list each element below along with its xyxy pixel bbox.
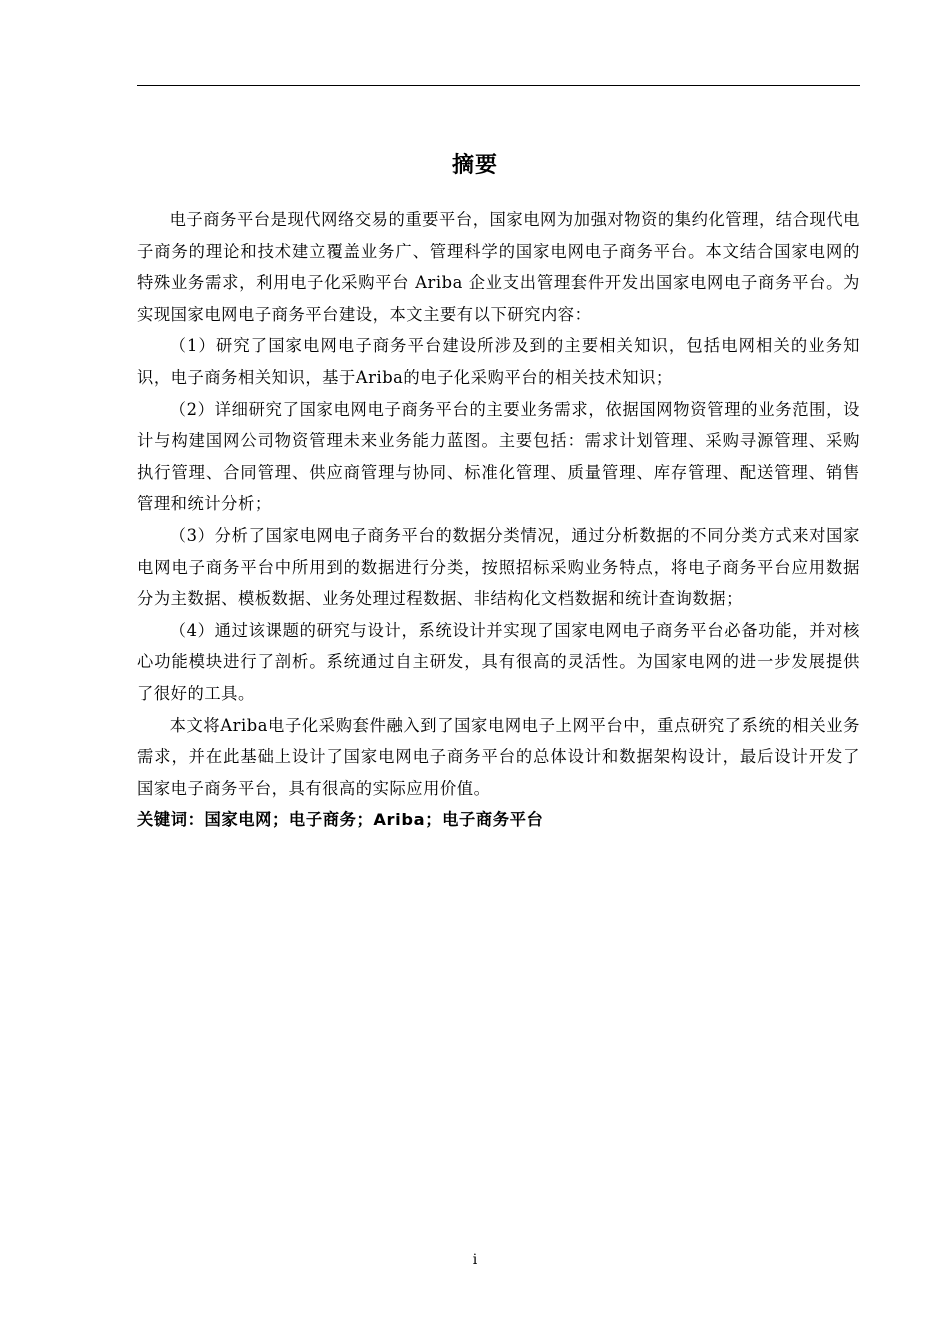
abstract-paragraph-conclusion: 本文将Ariba电子化采购套件融入到了国家电网电子上网平台中，重点研究了系统的相关业务需求，并在此基础上设计了国家电网电子商务平台的总体设计和数据架构设计，最后设计开发了国家电子商务平台，具有很高的实际应用价值。 (137, 715, 860, 798)
keywords-line: 关键词：国家电网；电子商务；Ariba；电子商务平台 (137, 810, 544, 830)
abstract-title: 摘要 (451, 153, 498, 178)
abstract-paragraph-intro: 电子商务平台是现代网络交易的重要平台，国家电网为加强对物资的集约化管理，结合现代电子商务的理论和技术建立覆盖业务广、管理科学的国家电网电子商务平台。本文结合国家电网的特殊业务需求，利用电子化采购平台 Ariba 企业支出管理套件开发出国家电网电子商务平台。为实现国家电网电子商务平台建设，本文主要有以下研究内容： (137, 210, 860, 324)
abstract-paragraph-item-3: （3）分析了国家电网电子商务平台的数据分类情况，通过分析数据的不同分类方式来对国家电网电子商务平台中所用到的数据进行分类，按照招标采购业务特点，将电子商务平台应用数据分为主数据、模板数据、业务处理过程数据、非结构化文档数据和统计查询数据； (137, 525, 860, 609)
abstract-paragraph-item-2: （2）详细研究了国家电网电子商务平台的主要业务需求，依据国网物资管理的业务范围，设计与构建国网公司物资管理未来业务能力蓝图。主要包括：需求计划管理、采购寻源管理、采购执行管理、合同管理、供应商管理与协同、标准化管理、质量管理、库存管理、配送管理、销售管理和统计分析； (137, 399, 860, 514)
abstract-body (137, 204, 860, 836)
header-rule (137, 85, 860, 86)
abstract-paragraph-item-1: （1）研究了国家电网电子商务平台建设所涉及到的主要相关知识，包括电网相关的业务知识，电子商务相关知识，基于Ariba的电子化采购平台的相关技术知识； (137, 336, 860, 387)
page-number: i (472, 1252, 478, 1268)
abstract-paragraph-item-4: （4）通过该课题的研究与设计，系统设计并实现了国家电网电子商务平台必备功能，并对核心功能模块进行了剖析。系统通过自主研发，具有很高的灵活性。为国家电网的进一步发展提供了很好的工具。 (137, 620, 860, 703)
